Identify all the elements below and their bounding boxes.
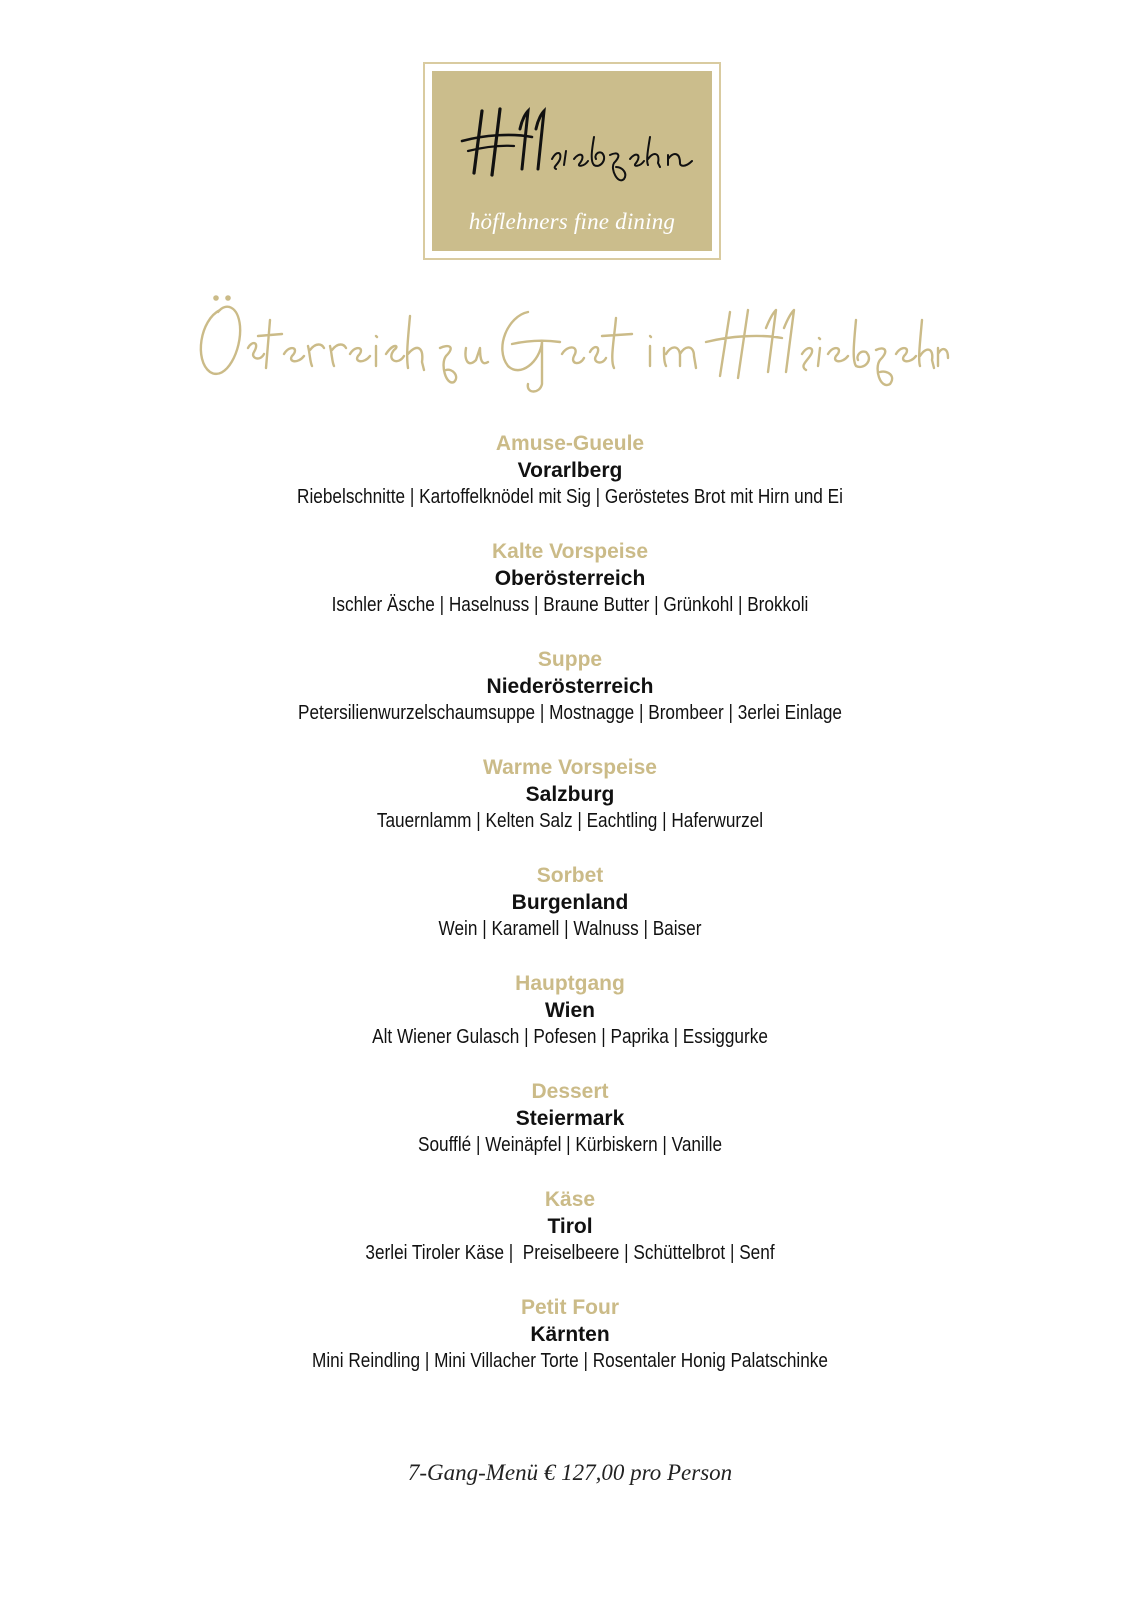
course-type: Käse xyxy=(544,1188,596,1211)
course-item xyxy=(0,646,1140,727)
course-item xyxy=(0,1294,1140,1375)
course-type: Hauptgang xyxy=(515,972,625,995)
course-dish: Alt Wiener Gulasch | Pofesen | Paprika | Essiggurke xyxy=(372,1026,768,1048)
logo xyxy=(423,62,721,260)
menu-price: 7-Gang-Menü € 127,00 pro Person xyxy=(407,1460,733,1485)
course-region: Wien xyxy=(545,999,595,1022)
course-dish: Mini Reindling | Mini Villacher Torte | Rosentaler Honig Palatschinke xyxy=(312,1350,828,1372)
course-item xyxy=(0,430,1140,511)
course-item xyxy=(0,970,1140,1051)
course-dish: Petersilienwurzelschaumsuppe | Mostnagge | Brombeer | 3erlei Einlage xyxy=(297,702,843,724)
course-item xyxy=(0,538,1140,619)
course-item xyxy=(0,862,1140,943)
course-region: Tirol xyxy=(547,1215,593,1238)
course-type: Kalte Vorspeise xyxy=(491,540,648,563)
course-dish: Riebelschnitte | Kartoffelknödel mit Sig | Geröstetes Brot mit Hirn und Ei xyxy=(297,486,843,508)
course-dish: Ischler Äsche | Haselnuss | Braune Butter | Grünkohl | Brokkoli xyxy=(331,594,809,616)
course-item xyxy=(0,754,1140,835)
course-type: Sorbet xyxy=(536,864,604,887)
course-dish: Soufflé | Weinäpfel | Kürbiskern | Vanille xyxy=(417,1134,723,1156)
course-type: Petit Four xyxy=(521,1296,619,1319)
course-region: Kärnten xyxy=(530,1323,610,1346)
course-region: Oberösterreich xyxy=(494,567,646,590)
course-type: Amuse-Gueule xyxy=(495,432,645,455)
course-region: Steiermark xyxy=(515,1107,625,1130)
course-dish: Tauernlamm | Kelten Salz | Eachtling | Haferwurzel xyxy=(376,810,764,832)
course-dish: Wein | Karamell | Walnuss | Baiser xyxy=(438,918,702,940)
course-type: Suppe xyxy=(537,648,603,671)
course-region: Salzburg xyxy=(525,783,615,806)
logo-wordmark xyxy=(454,89,704,189)
headline-script xyxy=(190,290,950,400)
course-region: Vorarlberg xyxy=(517,459,623,482)
course-type: Warme Vorspeise xyxy=(483,756,657,779)
logo-box xyxy=(432,71,712,251)
logo-tagline: höflehners fine dining xyxy=(468,209,676,234)
course-region: Niederösterreich xyxy=(486,675,654,698)
course-type: Dessert xyxy=(531,1080,609,1103)
course-item xyxy=(0,1078,1140,1159)
course-dish: 3erlei Tiroler Käse | Preiselbeere | Schüttelbrot | Senf xyxy=(365,1242,775,1264)
course-item xyxy=(0,1186,1140,1267)
course-region: Burgenland xyxy=(511,891,629,914)
